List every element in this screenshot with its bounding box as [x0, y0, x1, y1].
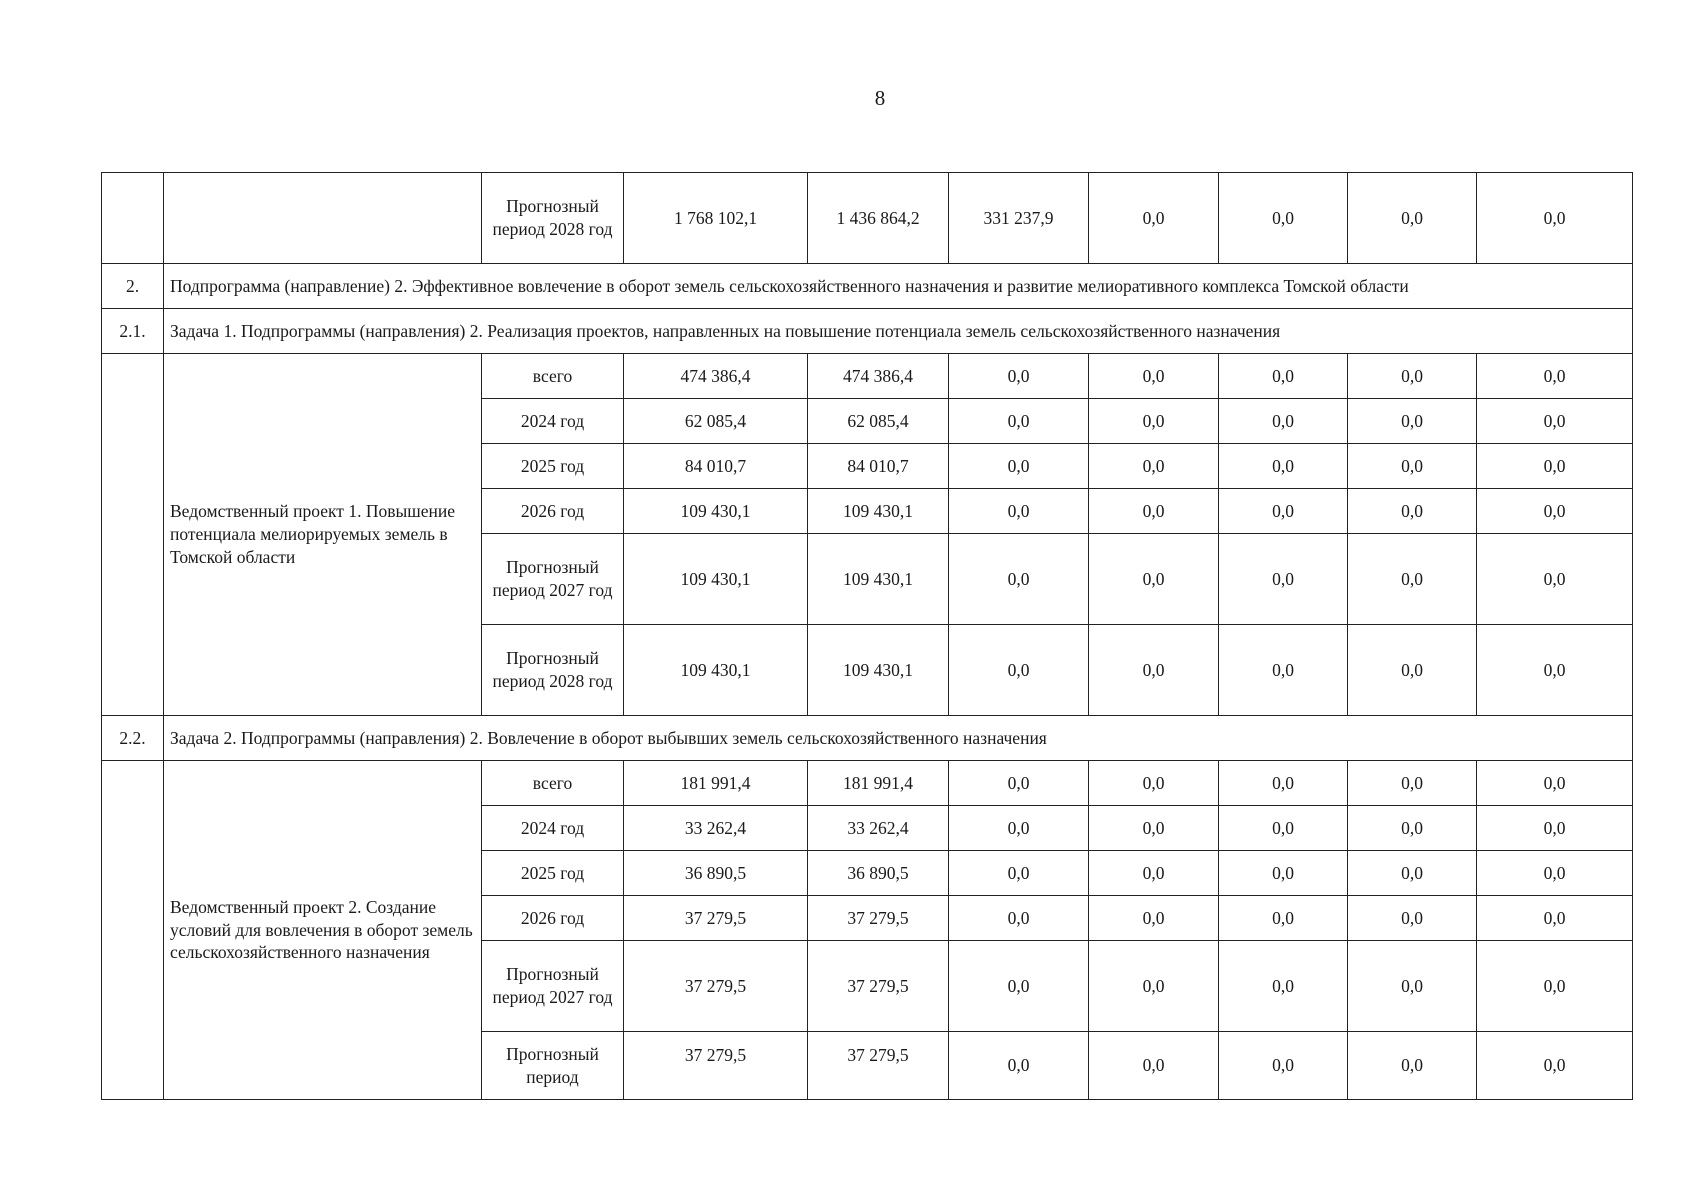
value-cell: 0,0	[1477, 941, 1633, 1032]
table-row	[102, 173, 1633, 264]
value-cell: 84 010,7	[808, 444, 949, 489]
value-cell: 0,0	[1089, 625, 1219, 716]
value-cell: 0,0	[1219, 354, 1348, 399]
value-cell: 0,0	[949, 851, 1089, 896]
value-cell: 109 430,1	[808, 489, 949, 534]
value-cell: 62 085,4	[624, 399, 808, 444]
value-cell: 181 991,4	[808, 761, 949, 806]
value-cell: 0,0	[1477, 173, 1633, 264]
value-cell: 37 279,5	[808, 941, 949, 1032]
value-cell: 0,0	[1219, 1032, 1348, 1100]
value-cell: 0,0	[1089, 941, 1219, 1032]
period-cell: 2025 год	[482, 851, 624, 896]
value-cell: 0,0	[1219, 625, 1348, 716]
value-cell: 0,0	[1477, 896, 1633, 941]
value-cell: 0,0	[1477, 354, 1633, 399]
period-cell: 2024 год	[482, 806, 624, 851]
value-cell: 0,0	[1089, 761, 1219, 806]
value-cell: 109 430,1	[624, 625, 808, 716]
value-cell: 1 436 864,2	[808, 173, 949, 264]
value-cell: 0,0	[949, 896, 1089, 941]
value-cell: 0,0	[1219, 761, 1348, 806]
value-cell: 0,0	[1348, 941, 1477, 1032]
value-cell: 0,0	[1477, 534, 1633, 625]
value-cell: 0,0	[1348, 489, 1477, 534]
subprogram-row	[102, 264, 1633, 309]
value-cell: 181 991,4	[624, 761, 808, 806]
period-cell: Прогнозный период 2027 год	[482, 534, 624, 625]
value-cell: 0,0	[1348, 444, 1477, 489]
value-cell: 37 279,5	[624, 1032, 808, 1100]
value-cell: 0,0	[949, 1032, 1089, 1100]
value-cell: 0,0	[1348, 1032, 1477, 1100]
page-number: 8	[874, 86, 886, 110]
period-cell: всего	[482, 761, 624, 806]
row-number: 2.2.	[102, 716, 164, 761]
value-cell: 0,0	[1477, 444, 1633, 489]
value-cell: 0,0	[1348, 851, 1477, 896]
value-cell: 0,0	[949, 761, 1089, 806]
value-cell: 0,0	[949, 444, 1089, 489]
value-cell: 36 890,5	[624, 851, 808, 896]
task-title: Задача 2. Подпрограммы (направления) 2. Вовлечение в оборот выбывших земель сельскохозяйственного назначения	[164, 716, 1633, 761]
value-cell: 0,0	[1219, 851, 1348, 896]
period-cell: Прогнозный период 2027 год	[482, 941, 624, 1032]
value-cell: 0,0	[1089, 399, 1219, 444]
value-cell: 0,0	[1477, 399, 1633, 444]
value-cell: 0,0	[949, 354, 1089, 399]
value-cell: 0,0	[1477, 625, 1633, 716]
project-name: Ведомственный проект 1. Повышение потенциала мелиорируемых земель в Томской области	[164, 354, 482, 716]
task-row	[102, 309, 1633, 354]
value-cell: 0,0	[949, 941, 1089, 1032]
subprogram-title: Подпрограмма (направление) 2. Эффективное вовлечение в оборот земель сельскохозяйственного назначения и развитие мелиоративного комплекса Томской области	[164, 264, 1633, 309]
value-cell: 0,0	[1089, 896, 1219, 941]
value-cell: 1 768 102,1	[624, 173, 808, 264]
value-cell: 109 430,1	[624, 534, 808, 625]
value-cell: 84 010,7	[624, 444, 808, 489]
value-cell: 0,0	[1089, 1032, 1219, 1100]
value-cell: 0,0	[1348, 534, 1477, 625]
value-cell: 33 262,4	[624, 806, 808, 851]
value-cell: 37 279,5	[624, 941, 808, 1032]
period-cell: 2026 год	[482, 896, 624, 941]
number-cell	[102, 354, 164, 716]
value-cell: 0,0	[1219, 489, 1348, 534]
period-cell: Прогнозный период	[482, 1032, 624, 1100]
period-cell: 2026 год	[482, 489, 624, 534]
number-cell	[102, 173, 164, 264]
value-cell: 331 237,9	[949, 173, 1089, 264]
value-cell: 0,0	[949, 399, 1089, 444]
value-cell: 0,0	[1477, 1032, 1633, 1100]
row-number: 2.1.	[102, 309, 164, 354]
value-cell: 0,0	[1219, 896, 1348, 941]
value-cell: 109 430,1	[624, 489, 808, 534]
value-cell: 0,0	[1348, 806, 1477, 851]
value-cell: 0,0	[1219, 941, 1348, 1032]
value-cell: 0,0	[1219, 444, 1348, 489]
value-cell: 37 279,5	[624, 896, 808, 941]
period-cell: Прогнозный период 2028 год	[482, 625, 624, 716]
table-row	[102, 761, 1633, 806]
task-title: Задача 1. Подпрограммы (направления) 2. Реализация проектов, направленных на повышение потенциала земель сельскохозяйственного назначения	[164, 309, 1633, 354]
value-cell: 0,0	[1089, 173, 1219, 264]
period-cell: Прогнозный период 2028 год	[482, 173, 624, 264]
value-cell: 0,0	[1219, 399, 1348, 444]
value-cell: 0,0	[949, 489, 1089, 534]
value-cell: 474 386,4	[808, 354, 949, 399]
value-cell: 109 430,1	[808, 625, 949, 716]
value-cell: 0,0	[1348, 625, 1477, 716]
value-cell: 0,0	[1089, 851, 1219, 896]
budget-table	[101, 172, 1633, 1100]
value-cell: 0,0	[1477, 851, 1633, 896]
value-cell: 0,0	[1477, 761, 1633, 806]
value-cell: 0,0	[1348, 354, 1477, 399]
period-cell: 2024 год	[482, 399, 624, 444]
value-cell: 62 085,4	[808, 399, 949, 444]
value-cell: 0,0	[1348, 399, 1477, 444]
value-cell: 33 262,4	[808, 806, 949, 851]
period-cell: 2025 год	[482, 444, 624, 489]
project-name: Ведомственный проект 2. Создание условий для вовлечения в оборот земель сельскохозяйственного назначения	[164, 761, 482, 1100]
value-cell: 0,0	[1348, 173, 1477, 264]
value-cell: 109 430,1	[808, 534, 949, 625]
row-number: 2.	[102, 264, 164, 309]
value-cell: 0,0	[949, 806, 1089, 851]
name-cell	[164, 173, 482, 264]
value-cell: 0,0	[1477, 806, 1633, 851]
value-cell: 37 279,5	[808, 1032, 949, 1100]
value-cell: 0,0	[949, 534, 1089, 625]
value-cell: 0,0	[1219, 534, 1348, 625]
task-row	[102, 716, 1633, 761]
value-cell: 0,0	[1089, 806, 1219, 851]
value-cell: 474 386,4	[624, 354, 808, 399]
value-cell: 0,0	[1219, 173, 1348, 264]
number-cell	[102, 761, 164, 1100]
value-cell: 37 279,5	[808, 896, 949, 941]
value-cell: 0,0	[1089, 489, 1219, 534]
period-cell: всего	[482, 354, 624, 399]
value-cell: 0,0	[1089, 444, 1219, 489]
value-cell: 0,0	[949, 625, 1089, 716]
value-cell: 0,0	[1348, 761, 1477, 806]
value-cell: 0,0	[1089, 534, 1219, 625]
value-cell: 36 890,5	[808, 851, 949, 896]
value-cell: 0,0	[1348, 896, 1477, 941]
table-row	[102, 354, 1633, 399]
value-cell: 0,0	[1219, 806, 1348, 851]
value-cell: 0,0	[1089, 354, 1219, 399]
value-cell: 0,0	[1477, 489, 1633, 534]
